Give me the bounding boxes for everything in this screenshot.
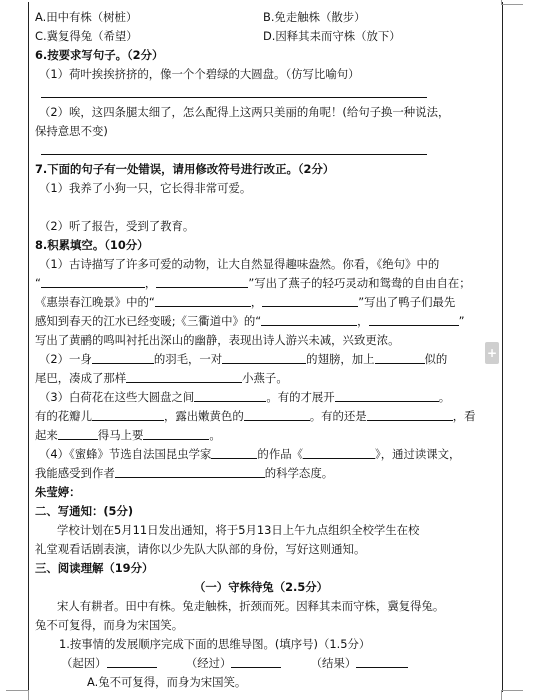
- section-2-heading: 二、写通知：(5分): [35, 504, 134, 518]
- mindmap-row: [35, 654, 487, 673]
- q8-line-10: 起来 得马上要 。: [35, 428, 221, 442]
- q8-line-5: 写出了黄鹂的鸣叫衬托出深山的幽静，表现出诗人游兴未减，兴致更浓。: [35, 333, 400, 347]
- blank[interactable]: [58, 426, 98, 440]
- reading-para-2: 兔不可复得，而身为宋国笑。: [35, 618, 184, 632]
- blank[interactable]: [369, 312, 459, 326]
- q6-heading: 6.按要求写句子。（2分）: [35, 48, 164, 62]
- q8-heading: 8.积累填空。（10分）: [35, 238, 149, 252]
- blank[interactable]: [126, 369, 242, 383]
- q6-sentence-1: （1）荷叶挨挨挤挤的，像一个个碧绿的大圆盘。（仿写比喻句）: [39, 67, 360, 81]
- blank[interactable]: [244, 407, 310, 421]
- options-row-2: [35, 27, 487, 46]
- q8-line-7: 尾巴，凑成了那样 小燕子。: [35, 371, 288, 385]
- blank[interactable]: [41, 274, 145, 288]
- q8-line-4: 感知到春天的江水已经变暖;《三衢道中》的“ ， ”: [35, 314, 465, 328]
- q7-sentence-2: （2）听了报告，受到了教育。: [39, 219, 195, 233]
- q8-line-8: （3）白荷花在这些大圆盘之间 。有的才展开 。: [39, 390, 451, 404]
- q8-line-11: （4）《蜜蜂》节选自法国昆虫学家 的作品《 》，通过读课文，: [39, 447, 461, 461]
- q6-sentence-2: （2）唉，这四条腿太细了，怎么配得上这两只美丽的角呢！(给句子换一种说法，: [39, 105, 450, 119]
- q7-sentence-1: （1）我养了小狗一只，它长得非常可爱。: [39, 181, 252, 195]
- blank[interactable]: [261, 312, 357, 326]
- section-2-para-1: 学校计划在5月11日发出通知，将于5月13日上午九点组织全校学生在校: [57, 523, 420, 537]
- label-process: （经过）: [185, 656, 232, 670]
- q7-heading: 7.下面的句子有一处错误，请用修改符号进行改正。（2分）: [35, 162, 335, 176]
- section-3-heading: 三、阅读理解（19分）: [35, 561, 154, 575]
- q8-line-12: 我能感受到作者 的科学态度。: [35, 466, 334, 480]
- expand-tab-plus-icon[interactable]: +: [485, 342, 499, 364]
- blank[interactable]: [222, 350, 306, 364]
- label-cause: （起因）: [61, 656, 107, 670]
- student-name: 朱莹婷：: [35, 485, 81, 499]
- option-a: A.田中有株（树桩）: [35, 10, 138, 24]
- crop-mark: [6, 690, 28, 691]
- reading-q1: 1.按事情的发展顺序完成下面的思维导图。(填序号)（1.5分）: [59, 637, 371, 651]
- q8-line-3: 《惠崇春江晚景》中的“ ， ”写出了鸭子们最先: [35, 295, 456, 309]
- blank[interactable]: [303, 445, 375, 459]
- option-b: B.免走触株（散步）: [263, 10, 366, 24]
- label-result: （结果）: [310, 656, 357, 670]
- blank[interactable]: [92, 407, 164, 421]
- q8-line-6: （2）一身 的羽毛，一对 的翅膀，加上 似的: [39, 352, 448, 366]
- blank[interactable]: [262, 293, 358, 307]
- q8-line-9: 有的花瓣儿 ，露出嫩黄色的 。有的还是 ，看: [35, 409, 476, 423]
- blank[interactable]: [107, 654, 157, 668]
- blank[interactable]: [367, 407, 453, 421]
- blank[interactable]: [375, 350, 425, 364]
- crop-mark: [501, 690, 502, 700]
- option-c: C.冀复得兔（希望）: [35, 29, 138, 43]
- blank[interactable]: [356, 654, 408, 668]
- q6-sentence-2-cont: 保持意思不变): [35, 124, 108, 138]
- crop-mark: [28, 690, 29, 700]
- reading-para-1: 宋人有耕者。田中有株。兔走触株，折颈而死。因释其耒而守株，冀复得兔。: [57, 599, 445, 613]
- blank[interactable]: [335, 388, 439, 402]
- answer-line[interactable]: [35, 141, 487, 160]
- blank[interactable]: [92, 350, 154, 364]
- crop-mark: [501, 690, 523, 691]
- crop-mark: [501, 4, 523, 5]
- section-2-para-2: 礼堂观看话剧表演，请你以少先队大队部的身份，写好这则通知。: [35, 542, 366, 556]
- option-d: D.因释其耒而守株（放下）: [263, 29, 401, 43]
- q8-line-1: （1）古诗描写了许多可爱的动物，让大自然显得趣味盎然。你看，《绝句》中的: [39, 257, 440, 271]
- blank[interactable]: [211, 445, 257, 459]
- answer-line[interactable]: [35, 84, 487, 103]
- blank[interactable]: [155, 293, 251, 307]
- q8-line-2: “ ， ”写出了燕子的轻巧灵动和鸳鸯的自由自在；: [35, 276, 471, 290]
- blank[interactable]: [231, 654, 281, 668]
- reading-title: （一）守株待兔（2.5分）: [193, 580, 329, 594]
- blank[interactable]: [115, 464, 265, 478]
- blank[interactable]: [156, 274, 248, 288]
- blank[interactable]: [194, 388, 266, 402]
- option-a-reading: A.兔不可复得，而身为宋国笑。: [87, 675, 247, 689]
- document-body: [35, 8, 487, 692]
- blank[interactable]: [143, 426, 209, 440]
- options-row-1: [35, 8, 487, 27]
